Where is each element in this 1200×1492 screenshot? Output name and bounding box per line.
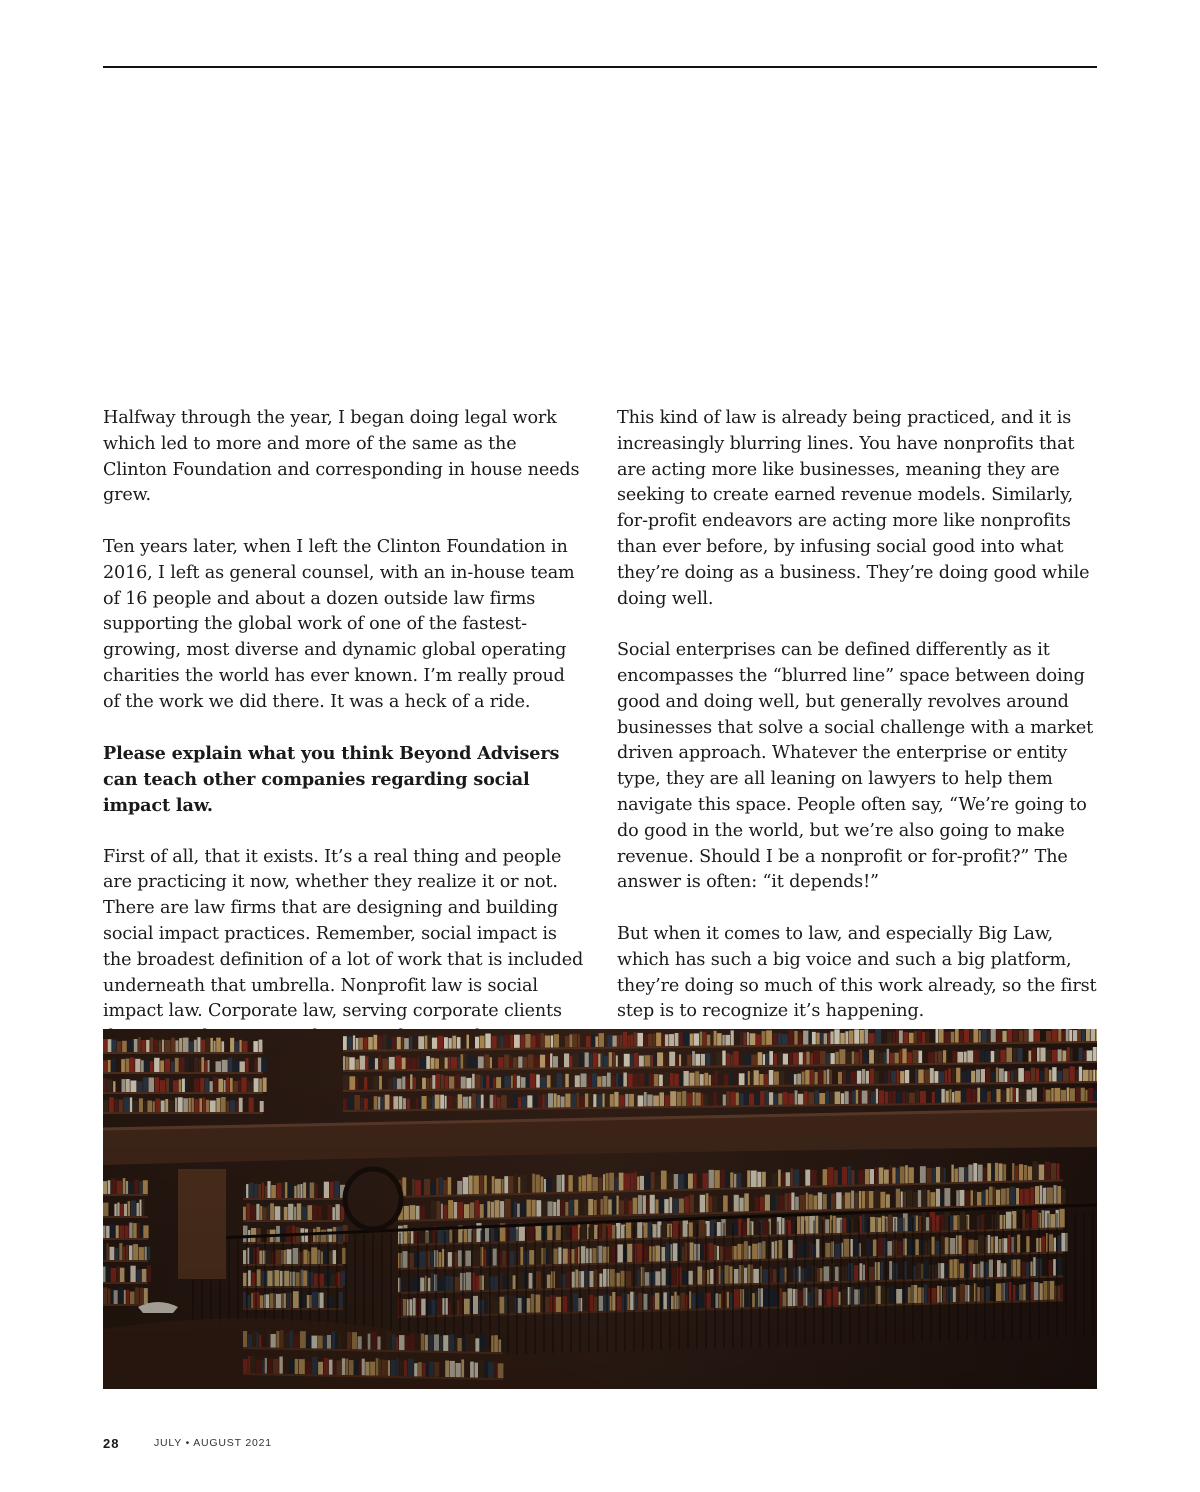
interview-question: Please explain what you think Beyond Advisers can teach other companies regarding social impact law. xyxy=(103,743,560,816)
top-rule xyxy=(103,66,1097,68)
article-column-left xyxy=(103,406,585,1077)
paragraph: Social enterprises can be defined differently as it encompasses the “blurred line” space between doing good and doing well, but generally revolves around businesses that solve a social challenge with a market driven approach. Whatever the enterprise or entity type, they are all leaning on lawyers to help them navigate this space. People often say, “We’re going to do good in the world, but we’re also going to make revenue. Should I be a nonprofit or for-profit?” The answer is often: “it depends!” xyxy=(617,640,1094,893)
library-photo xyxy=(103,1029,1097,1389)
paragraph: Ten years later, when I left the Clinton Foundation in 2016, I left as general counsel, with an in-house team of 16 people and about a dozen outside law firms supporting the global work of one of the fastest-growing, most diverse and dynamic global operating charities the world has ever known. I’m really proud of the work we did there. It was a heck of a ride. xyxy=(103,536,575,712)
article-column-right xyxy=(617,406,1099,1051)
library-illustration xyxy=(103,1029,1097,1389)
paragraph: But when it comes to law, and especially Big Law, which has such a big voice and such a big platform, they’re doing so much of this work already, so the first step is to recognize it’s happening. xyxy=(617,923,1097,1022)
paragraph: First of all, that it exists. It’s a real thing and people are practicing it now, whether they realize it or not. There are law firms that are designing and building social impact practices. Remember, social impact is the broadest definition of a lot of work that is included underneath that umbrella. Nonprofit law is social impact law. Corporate law, serving corporate clients xyxy=(103,846,584,1022)
issue-date: JULY • AUGUST 2021 xyxy=(154,1437,272,1449)
paragraph: This kind of law is already being practiced, and it is increasingly blurring lines. You have nonprofits that are acting more like businesses, meaning they are seeking to create earned revenue models. Similarly, for-profit endeavors are acting more like nonprofits than ever before, by infusing social good into what they’re doing as a business. They’re doing good while doing well. xyxy=(617,408,1090,609)
page-number: 28 xyxy=(103,1436,120,1451)
page-footer xyxy=(103,1435,272,1453)
paragraph: Halfway through the year, I began doing legal work which led to more and more of the same as the Clinton Foundation and corresponding in house needs grew. xyxy=(103,408,580,506)
